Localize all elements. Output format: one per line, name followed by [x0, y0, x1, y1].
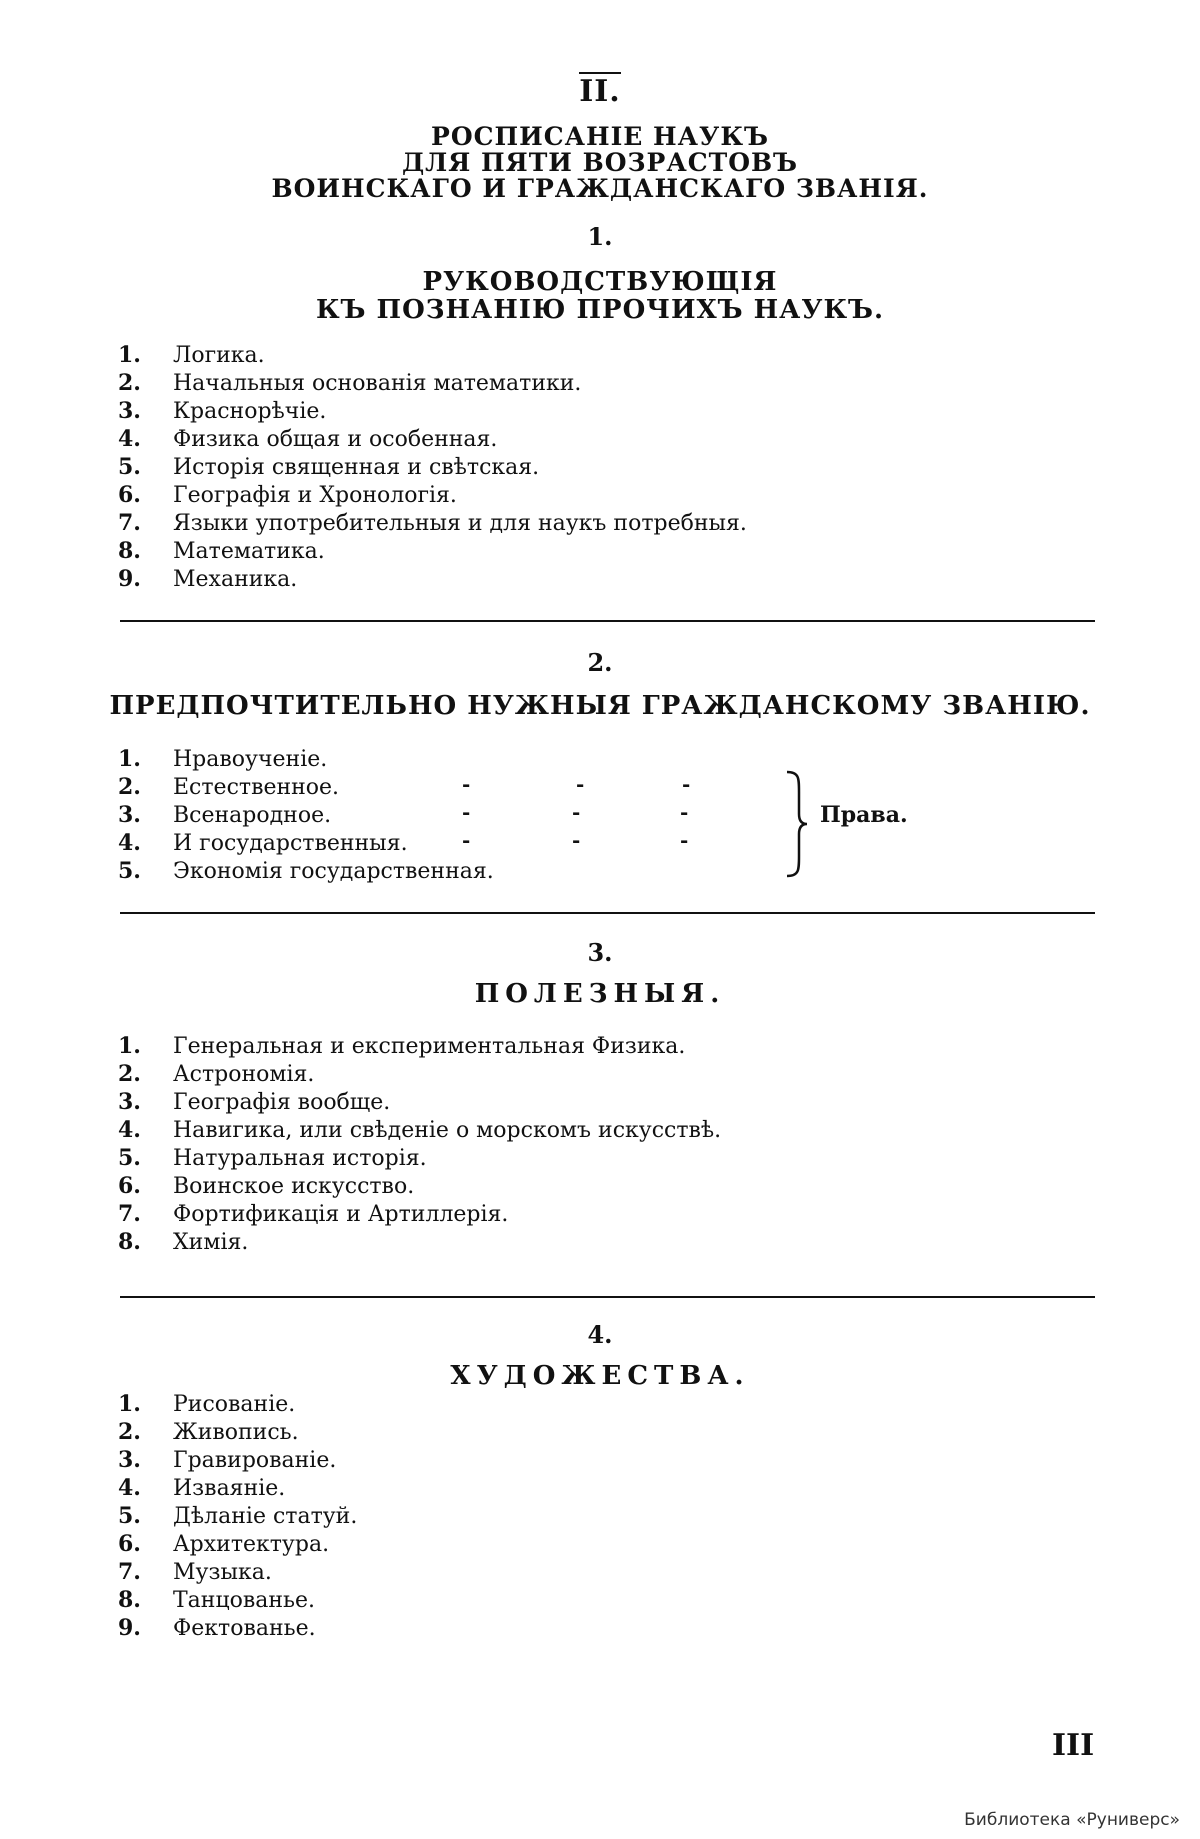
list-item: 2. Астрономія. [118, 1061, 315, 1087]
section-number: 4. [587, 1320, 613, 1349]
section-title-line: РУКОВОДСТВУЮЩІЯ [422, 267, 778, 297]
list-item: 1. Генеральная и експериментальная Физика. [118, 1033, 686, 1059]
roman-numeral-heading: II. [579, 74, 621, 109]
leader-dash: - [462, 828, 471, 852]
section-3-list [118, 1032, 721, 1256]
list-item: 1. Логика. [118, 342, 265, 368]
list-item: 6. Архитектура. [118, 1531, 330, 1557]
list-item: 4. И государственныя. [118, 830, 408, 856]
list-item: 4. Физика общая и особенная. [118, 426, 498, 452]
list-item: 5. Экономія государственная. [118, 858, 494, 884]
section-number: 1. [587, 222, 613, 251]
section-title-line: КЪ ПОЗНАНІЮ ПРОЧИХЪ НАУКЪ. [315, 295, 885, 325]
list-item: 8. Танцованье. [118, 1587, 316, 1613]
list-item: 6. Воинское искусство. [118, 1173, 415, 1199]
list-item: 3. Гравированіе. [118, 1447, 337, 1473]
list-item: 2. Начальныя основанія математики. [118, 370, 582, 396]
list-item: 3. Всенародное. [118, 802, 332, 828]
title-line: РОСПИСАНІЕ НАУКЪ [431, 122, 769, 151]
bracket-label: Права. [820, 802, 908, 828]
list-item: 4. Изваяніе. [118, 1475, 286, 1501]
list-item: 9. Механика. [118, 566, 298, 592]
list-item: 7. Музыка. [118, 1559, 272, 1585]
section-2-list [118, 745, 494, 885]
curly-brace-icon [783, 768, 809, 880]
list-item: 5. Натуральная исторія. [118, 1145, 427, 1171]
leader-dash: - [572, 800, 581, 824]
library-watermark: Библиотека «Руниверс» [964, 1810, 1180, 1830]
list-item: 8. Математика. [118, 538, 325, 564]
section-number: 3. [587, 938, 613, 967]
list-item: 6. Географія и Хронологія. [118, 482, 457, 508]
section-title: ХУДОЖЕСТВА. [450, 1361, 750, 1391]
divider-rule [120, 1296, 1095, 1298]
leader-dash: - [572, 828, 581, 852]
section-1-list [118, 341, 747, 593]
section-title [0, 268, 1200, 324]
list-item: 5. Исторія священная и свѣтская. [118, 454, 540, 480]
title-line: ВОИНСКАГО И ГРАЖДАНСКАГО ЗВАНІЯ. [271, 174, 929, 203]
section-title: ПОЛЕЗНЫЯ. [474, 979, 726, 1009]
list-item: 4. Навигика, или свѣденіе о морскомъ искусствѣ. [118, 1117, 722, 1143]
leader-dash: - [680, 800, 689, 824]
section-number: 2. [587, 648, 613, 677]
section-4-list [118, 1390, 357, 1642]
list-item: 9. Фектованье. [118, 1615, 316, 1641]
leader-dash: - [576, 772, 585, 796]
list-item: 8. Химія. [118, 1229, 249, 1255]
list-item: 2. Живопись. [118, 1419, 299, 1445]
list-item: 5. Дѣланіе статуй. [118, 1503, 358, 1529]
leader-dash: - [680, 828, 689, 852]
list-item: 1. Рисованіе. [118, 1391, 296, 1417]
leader-dash: - [462, 800, 471, 824]
leader-dash: - [682, 772, 691, 796]
section-title: ПРЕДПОЧТИТЕЛЬНО НУЖНЫЯ ГРАЖДАНСКОМУ ЗВАНІЮ. [109, 691, 1091, 721]
title-line: ДЛЯ ПЯТИ ВОЗРАСТОВЪ [401, 148, 799, 177]
list-item: 7. Фортификація и Артиллерія. [118, 1201, 509, 1227]
divider-rule [120, 620, 1095, 622]
leader-dash: - [462, 772, 471, 796]
list-item: 3. Краснорѣчіе. [118, 398, 327, 424]
list-item: 2. Естественное. [118, 774, 340, 800]
page-signature: III [1052, 1728, 1095, 1763]
divider-rule [120, 912, 1095, 914]
document-title [0, 124, 1200, 202]
list-item: 1. Нравоученіе. [118, 746, 328, 772]
list-item: 3. Географія вообще. [118, 1089, 391, 1115]
list-item: 7. Языки употребительныя и для наукъ потребныя. [118, 510, 747, 536]
